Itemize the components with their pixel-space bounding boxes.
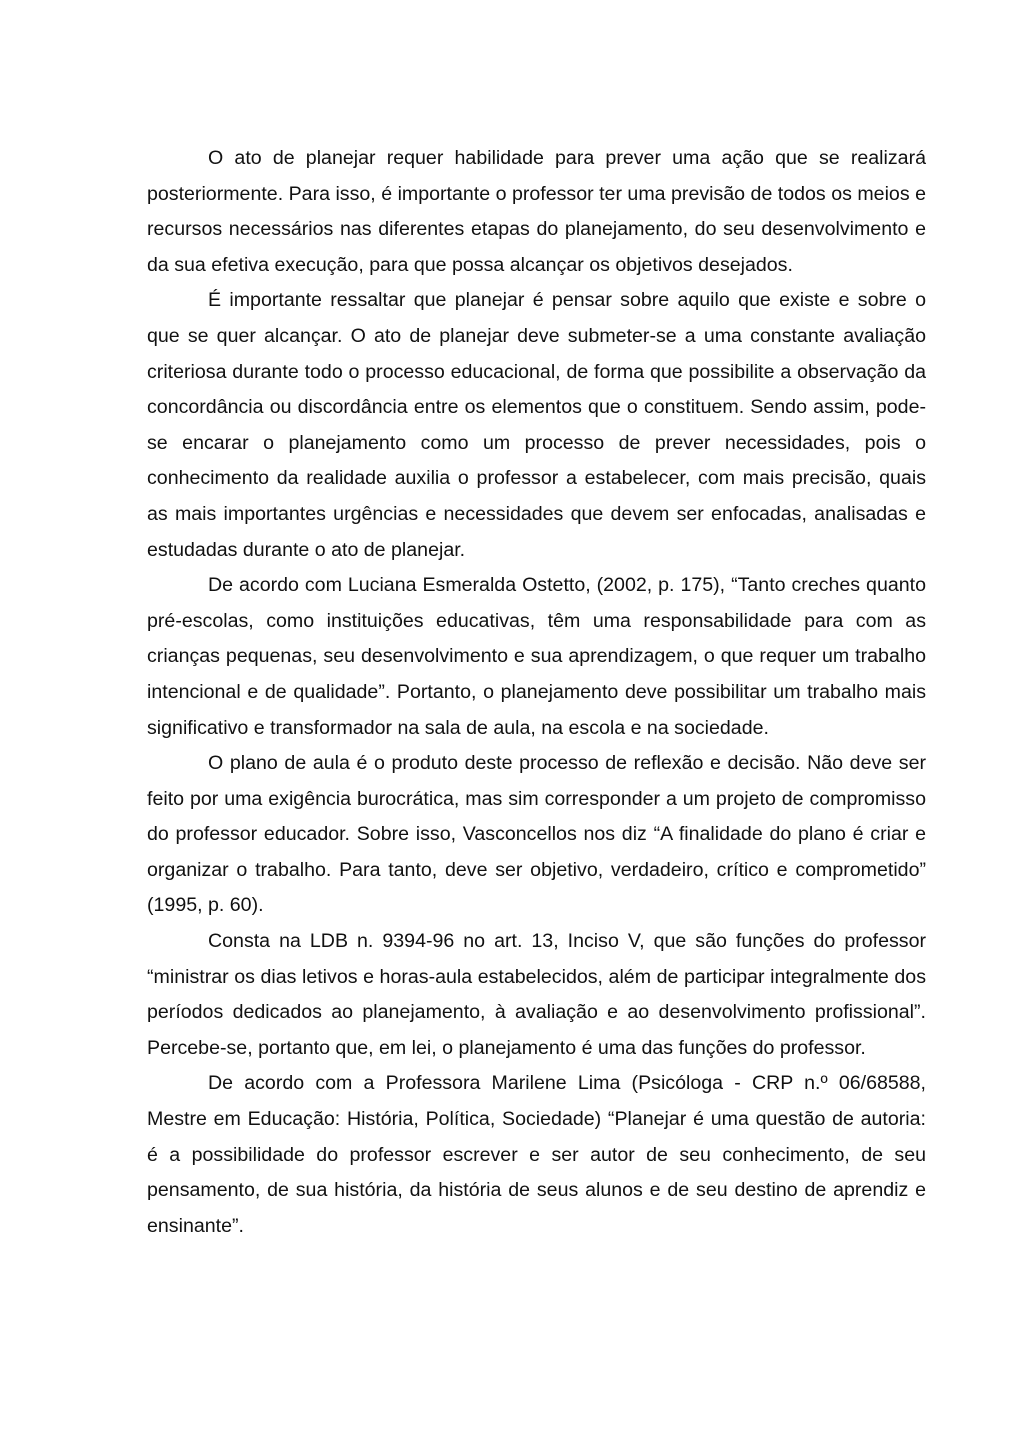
paragraph-6: De acordo com a Professora Marilene Lima (Psicóloga - CRP n.º 06/68588, Mestre em Educação: História, Política, Sociedade) “Planejar é uma questão de autoria: é a possibilidade do professor escrever e ser autor de seu conhecimento, de seu pensamento, de sua história, da história de seus alunos e de seu destino de aprendiz e ensinante”. <box>147 1072 926 1237</box>
paragraph-3: De acordo com Luciana Esmeralda Ostetto, (2002, p. 175), “Tanto creches quanto pré-escolas, como instituições educativas, têm uma responsabilidade para com as crianças pequenas, seu desenvolvimento e sua aprendizagem, o que requer um trabalho intencional e de qualidade”. Portanto, o planejamento deve possibilitar um trabalho mais significativo e transformador na sala de aula, na escola e na sociedade. <box>147 574 926 739</box>
paragraph-1: O ato de planejar requer habilidade para prever uma ação que se realizará posteriormente. Para isso, é importante o professor ter uma previsão de todos os meios e recursos necessários nas diferentes etapas do planejamento, do seu desenvolvimento e da sua efetiva execução, para que possa alcançar os objetivos desejados. <box>147 147 926 276</box>
paragraph-5: Consta na LDB n. 9394-96 no art. 13, Inciso V, que são funções do professor “ministrar os dias letivos e horas-aula estabelecidos, além de participar integralmente dos períodos dedicados ao planejamento, à avaliação e ao desenvolvimento profissional”. Percebe-se, portanto que, em lei, o planejamento é uma das funções do professor. <box>147 930 926 1059</box>
body-text <box>147 141 926 1244</box>
paragraph-4: O plano de aula é o produto deste processo de reflexão e decisão. Não deve ser feito por uma exigência burocrática, mas sim corresponder a um projeto de compromisso do professor educador. Sobre isso, Vasconcellos nos diz “A finalidade do plano é criar e organizar o trabalho. Para tanto, deve ser objetivo, verdadeiro, crítico e comprometido” (1995, p. 60). <box>147 752 926 917</box>
paragraph-2: É importante ressaltar que planejar é pensar sobre aquilo que existe e sobre o que se quer alcançar. O ato de planejar deve submeter-se a uma constante avaliação criteriosa durante todo o processo educacional, de forma que possibilite a observação da concordância ou discordância entre os elementos que o constituem. Sendo assim, pode-se encarar o planejamento como um processo de prever necessidades, pois o conhecimento da realidade auxilia o professor a estabelecer, com mais precisão, quais as mais importantes urgências e necessidades que devem ser enfocadas, analisadas e estudadas durante o ato de planejar. <box>147 289 926 561</box>
